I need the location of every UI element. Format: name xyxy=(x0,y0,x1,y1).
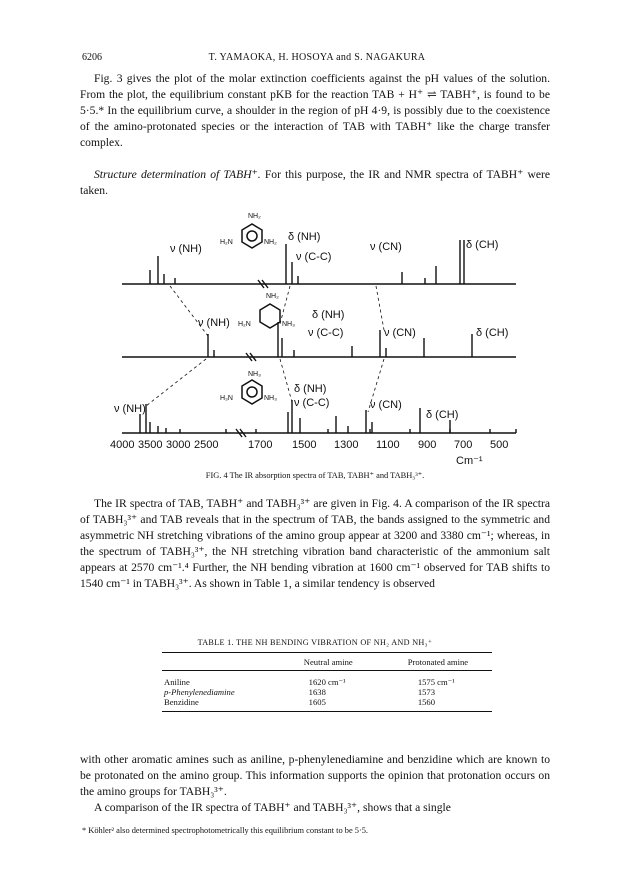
tick-1300: 1300 xyxy=(334,439,359,451)
band-labels-3 xyxy=(114,383,458,421)
label-nu-cn-2: ν (CN) xyxy=(384,327,416,339)
label-nu-nh-2: ν (NH) xyxy=(198,317,230,329)
col-header-0 xyxy=(162,653,273,671)
figure-caption: FIG. 4 The IR absorption spectra of TAB, TABH⁺ and TABH₃³⁺. xyxy=(205,471,425,480)
table-title: TABLE 1. THE NH BENDING VIBRATION OF NH₂ AND NH₃⁺ xyxy=(197,638,433,647)
mol3-top: NH₃ xyxy=(248,371,261,378)
row-name: Benzidine xyxy=(162,697,273,712)
paragraph-3: The IR spectra of TAB, TABH⁺ and TABH₃³⁺ are given in Fig. 4. A comparison of the IR spectra of TABH₃³⁺ and TAB reveals that in the spectrum of TAB, the bands assigned to the symmetric and asymmetric NH stretching vibrations of the amino group appear at 3200 and 3380 cm⁻¹; whereas, in the spectrum of TABH₃³⁺, the NH stretching vibration band characteristic of the ammonium salt appears at 2570 cm⁻¹.⁴ Further, the NH bending vibration at 1600 cm⁻¹ observed for TAB shifts to 1540 cm⁻¹ in TABH₃³⁺. As shown in Table 1, a similar tendency is observed xyxy=(80,497,550,590)
ir-spectra-figure xyxy=(80,200,550,470)
row-name xyxy=(162,687,273,697)
label-delta-nh-2: δ (NH) xyxy=(312,309,345,321)
row-neutral: 1605 xyxy=(273,697,384,712)
section-lead: Structure determination of TABH⁺. xyxy=(94,168,261,181)
tick-3000: 3000 xyxy=(166,439,191,451)
axis-ticks xyxy=(110,439,508,467)
label-nu-nh-1: ν (NH) xyxy=(170,243,202,255)
row-name-text: p-Phenylenediamine xyxy=(164,687,235,697)
col-header-protonated: Protonated amine xyxy=(384,653,492,671)
nh-bending-table xyxy=(162,652,492,712)
tick-1700: 1700 xyxy=(248,439,273,451)
label-nu-cc-2: ν (C-C) xyxy=(308,327,344,339)
label-nu-cn-3: ν (CN) xyxy=(370,399,402,411)
molecule-labels xyxy=(220,213,295,402)
row-neutral: 1638 xyxy=(308,687,326,697)
paragraph-4: with other aromatic amines such as aniline, p-phenylenediamine and benzidine which are known to be protonated on the amino group. This information supports the opinion that protonation occurs on the amino groups for TABH₃³⁺. xyxy=(80,753,550,798)
label-nu-cn-1: ν (CN) xyxy=(370,241,402,253)
label-nu-cc-3: ν (C-C) xyxy=(294,397,330,409)
mol2-top: NH₂ xyxy=(266,293,279,300)
paragraph-2-text: For this purpose, the IR and NMR spectra of TABH⁺ were taken. xyxy=(80,168,551,197)
tick-4000: 4000 xyxy=(110,439,135,451)
label-delta-nh-1: δ (NH) xyxy=(288,231,321,243)
tick-1100: 1100 xyxy=(376,439,400,451)
label-delta-ch-3: δ (CH) xyxy=(426,409,459,421)
row-protonated: 1575 cm⁻¹ xyxy=(417,677,455,687)
mol2-right: NH₃ xyxy=(282,321,295,328)
label-delta-ch-1: δ (CH) xyxy=(466,239,499,251)
label-delta-nh-3: δ (NH) xyxy=(294,383,327,395)
running-authors: T. YAMAOKA, H. HOSOYA and S. NAGAKURA xyxy=(208,52,426,63)
page-number: 6206 xyxy=(82,52,102,63)
row-protonated: 1560 xyxy=(384,697,492,712)
tick-1500: 1500 xyxy=(292,439,317,451)
mol1-right: NH₂ xyxy=(264,239,277,246)
table-row xyxy=(162,671,492,688)
table-row xyxy=(162,687,492,697)
label-nu-cc-1: ν (C-C) xyxy=(296,251,332,263)
tick-500: 500 xyxy=(490,439,509,451)
spectra-svg xyxy=(80,200,550,470)
tick-3500: 3500 xyxy=(138,439,163,451)
mol2-left: H₂N xyxy=(238,321,251,328)
table-row xyxy=(162,697,492,712)
tick-2500: 2500 xyxy=(194,439,219,451)
row-protonated: 1573 xyxy=(417,687,435,697)
mol3-right: NH₃ xyxy=(264,395,277,402)
correlation-lines xyxy=(146,286,384,412)
axis-unit: Cm⁻¹ xyxy=(456,455,483,467)
tick-900: 900 xyxy=(418,439,437,451)
row-name: Aniline xyxy=(164,677,190,687)
paragraph-1: Fig. 3 gives the plot of the molar extinction coefficients against the pH values of the solution. From the plot, the equilibrium constant pKB for the reaction TAB + H⁺ ⇌ TABH⁺, is found to be 5·5.* In the equilibrium curve, a shoulder in the region of pH 4·9, is possibly due to the coexistence of the amino-protonated species or the interaction of TAB with TABH⁺ like the charge transfer complex. xyxy=(80,72,550,149)
mol1-left: H₂N xyxy=(220,239,233,246)
paragraph-2 xyxy=(80,167,550,199)
paragraph-5: A comparison of the IR spectra of TABH⁺ and TABH₃³⁺, shows that a single xyxy=(94,801,451,814)
mol1-top: NH₂ xyxy=(248,213,261,220)
row-neutral: 1620 cm⁻¹ xyxy=(308,677,346,687)
tick-700: 700 xyxy=(454,439,473,451)
table-header-row xyxy=(162,653,492,671)
footnote: * Köhler² also determined spectrophotometrically this equilibrium constant to be 5·5. xyxy=(82,826,369,835)
col-header-neutral: Neutral amine xyxy=(273,653,384,671)
label-delta-ch-2: δ (CH) xyxy=(476,327,509,339)
mol3-left: H₃N xyxy=(220,395,233,402)
label-nu-nh-3: ν (NH) xyxy=(114,403,146,415)
band-labels-1 xyxy=(170,231,498,263)
